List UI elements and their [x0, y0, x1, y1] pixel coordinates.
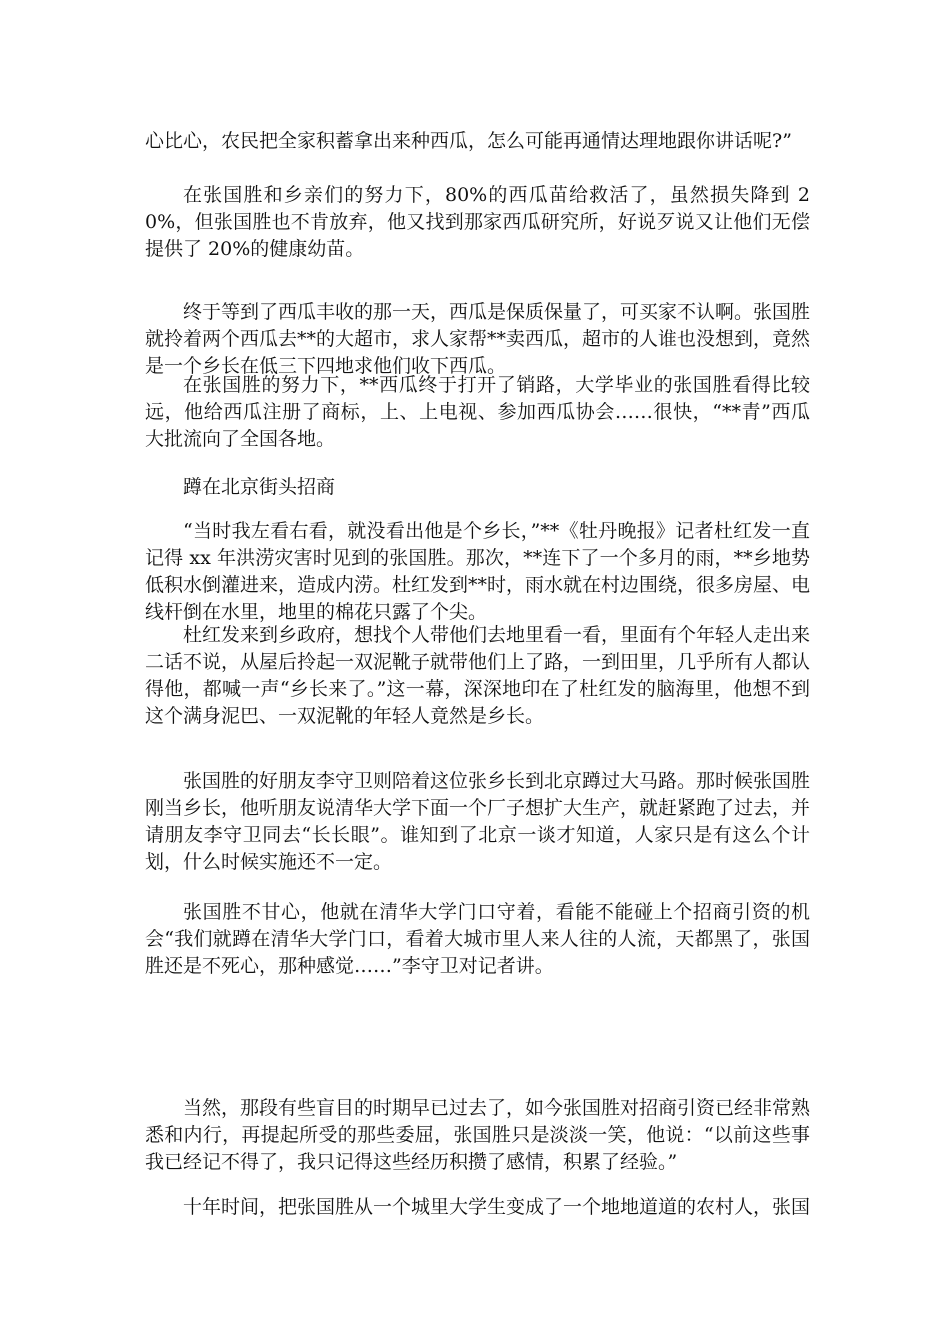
paragraph-2: 在张国胜和乡亲们的努力下，80%的西瓜苗给救活了，虽然损失降到 20%，但张国胜也不肯放弃，他又找到那家西瓜研究所，好说歹说又让他们无偿提供了 20%的健康幼苗。 [145, 184, 810, 260]
paragraph-4: 在张国胜的努力下，**西瓜终于打开了销路，大学毕业的张国胜看得比较远，他给西瓜注册了商标，上、上电视、参加西瓜协会……很快，“**青”西瓜大批流向了全国各地。 [145, 374, 810, 450]
paragraph-3: 终于等到了西瓜丰收的那一天，西瓜是保质保量了，可买家不认啊。张国胜就拎着两个西瓜去**的大超市，求人家帮**卖西瓜，超市的人谁也没想到，竟然是一个乡长在低三下四地求他们收下西瓜。 [145, 301, 811, 377]
section-heading: 蹲在北京街头招商 [183, 476, 336, 498]
paragraph-1: 心比心，农民把全家积蓄拿出来种西瓜，怎么可能再通情达理地跟你讲话呢?” [145, 130, 792, 152]
paragraph-7: 张国胜的好朋友李守卫则陪着这位张乡长到北京蹲过大马路。那时候张国胜刚当乡长，他听朋友说清华大学下面一个厂子想扩大生产，就赶紧跑了过去，并请朋友李守卫同去“长长眼”。谁知到了北京一谈才知道，人家只是有这么个计划，什么时候实施还不一定。 [145, 770, 811, 873]
paragraph-9: 当然，那段有些盲目的时期早已过去了，如今张国胜对招商引资已经非常熟悉和内行，再提起所受的那些委屈，张国胜只是淡淡一笑，他说：“以前这些事我已经记不得了，我只记得这些经历积攒了感情，积累了经验。” [145, 1097, 811, 1173]
paragraph-6: 杜红发来到乡政府，想找个人带他们去地里看一看，里面有个年轻人走出来二话不说，从屋后拎起一双泥靴子就带他们上了路，一到田里，几乎所有人都认得他，都喊一声“乡长来了。”这一幕，深深地印在了杜红发的脑海里，他想不到这个满身泥巴、一双泥靴的年轻人竟然是乡长。 [145, 624, 811, 727]
paragraph-10: 十年时间，把张国胜从一个城里大学生变成了一个地地道道的农村人，张国 [183, 1196, 811, 1218]
paragraph-8: 张国胜不甘心，他就在清华大学门口守着，看能不能碰上个招商引资的机会“我们就蹲在清华大学门口，看着大城市里人来人往的人流，天都黑了，张国胜还是不死心，那种感觉……”李守卫对记者讲。 [145, 901, 810, 977]
paragraph-5: “当时我左看右看，就没看出他是个乡长，”**《牡丹晚报》记者杜红发一直记得 xx 年洪涝灾害时见到的张国胜。那次，**连下了一个多月的雨，**乡地势低积水倒灌进来，造成内涝。杜红发到**时，雨水就在村边围绕，很多房屋、电线杆倒在水里，地里的棉花只露了个尖。 [145, 520, 811, 623]
